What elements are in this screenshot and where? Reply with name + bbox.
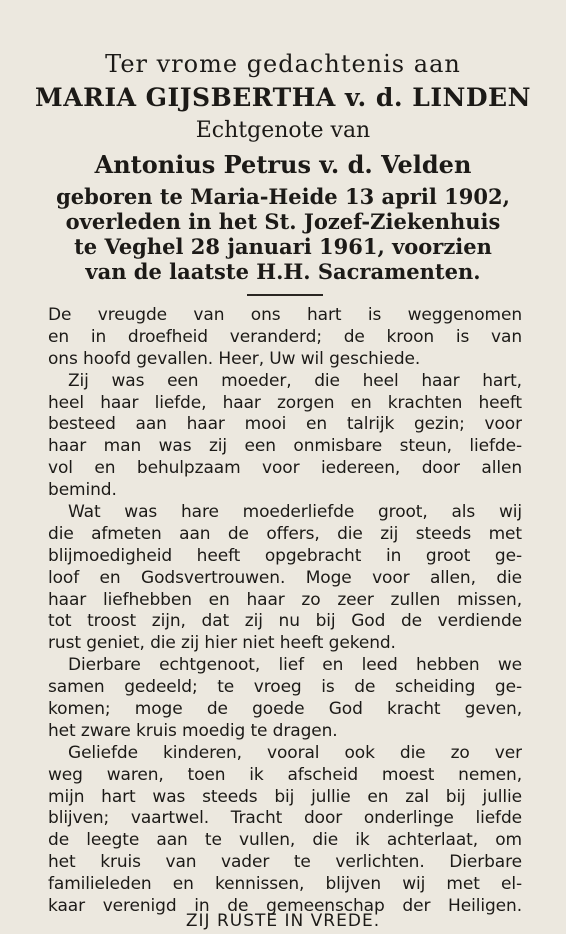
body-line: blijmoedigheid heeft opgebracht in groot ge- — [48, 545, 522, 566]
bio-line: geboren te Maria-Heide 13 april 1902, — [56, 184, 510, 209]
card-heading-dedication: Ter vrome gedachtenis aan — [105, 50, 461, 78]
body-line: loof en Godsvertrouwen. Moge voor allen, die — [48, 567, 522, 588]
bio-line: van de laatste H.H. Sacramenten. — [85, 259, 481, 284]
closing-line: ZIJ RUSTE IN VREDE. — [185, 911, 381, 931]
bio-line: overleden in het St. Jozef-Ziekenhuis — [65, 209, 501, 234]
body-line: het kruis van vader te verlichten. Dierbare — [48, 852, 522, 873]
biography — [0, 184, 566, 284]
body-line: bemind. — [48, 480, 117, 501]
body-line: samen gedeeld; te vroeg is de scheiding ge- — [48, 677, 522, 698]
body-line: komen; moge de goede God kracht geven, — [48, 699, 522, 720]
body-line: en in droefheid veranderd; de kroon is van — [48, 326, 522, 347]
spouse-intro: Echtgenote van — [195, 118, 371, 143]
body-line: Zij was een moeder, die heel haar hart, — [68, 370, 522, 391]
body-line: kaar verenigd in de gemeenschap der Heiligen. — [48, 896, 522, 917]
body-line: besteed aan haar mooi en talrijk gezin; voor — [48, 414, 522, 435]
body-line: die afmeten aan de offers, die zij steeds met — [48, 523, 522, 544]
body-line: Wat was hare moederliefde groot, als wij — [68, 502, 522, 523]
body-line: rust geniet, die zij hier niet heeft gekend. — [48, 633, 396, 654]
body-line: haar man was zij een onmisbare steun, liefde- — [48, 436, 522, 457]
body-line: weg waren, toen ik afscheid moest nemen, — [48, 764, 522, 785]
body-line: tot troost zijn, dat zij nu bij God de verdiende — [48, 611, 522, 632]
body-line: het zware kruis moedig te dragen. — [48, 720, 338, 741]
spouse-name: Antonius Petrus v. d. Velden — [94, 150, 472, 179]
body-line: De vreugde van ons hart is weggenomen — [48, 305, 522, 325]
body-line: de leegte aan te vullen, die ik achterlaat, om — [48, 830, 522, 851]
body-line: mijn hart was steeds bij jullie en zal bij jullie — [48, 786, 522, 807]
body-line: ons hoofd gevallen. Heer, Uw wil geschiede. — [48, 348, 421, 369]
body-line: vol en behulpzaam voor iedereen, door allen — [48, 458, 522, 479]
body-line: heel haar liefde, haar zorgen en krachten heeft — [48, 392, 522, 413]
deceased-name: MARIA GIJSBERTHA v. d. LINDEN — [35, 83, 531, 112]
body-line: Geliefde kinderen, vooral ook die zo ver — [68, 742, 522, 763]
body-line: blijven; vaartwel. Tracht door onderlinge liefde — [48, 808, 522, 829]
body-line: familieleden en kennissen, blijven wij met el- — [48, 874, 522, 895]
body-text — [48, 305, 522, 918]
body-line: Dierbare echtgenoot, lief en leed hebben we — [68, 655, 522, 676]
divider — [247, 294, 323, 296]
bio-line: te Veghel 28 januari 1961, voorzien — [74, 234, 492, 259]
body-line: haar liefhebben en haar zo zeer zullen missen, — [48, 589, 522, 610]
